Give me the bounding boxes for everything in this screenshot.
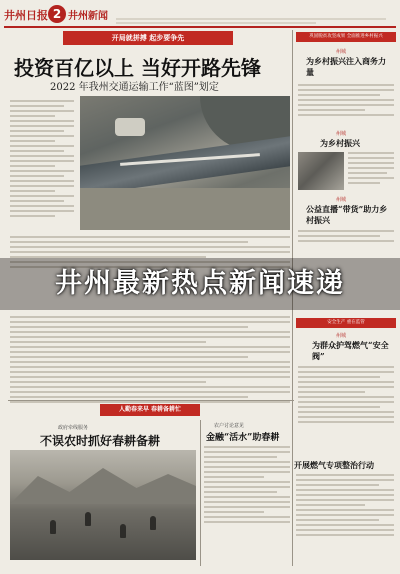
right-item-city: 州城: [336, 333, 347, 339]
right-column-banner: 巩固脱贫攻坚成果 全面推进乡村振兴: [296, 32, 396, 42]
middle-headline: 金融“活水”助春耕: [206, 433, 280, 443]
article-body: [296, 474, 394, 539]
article-body: [10, 316, 290, 406]
bottom-headline: 不误农时抓好春耕备耕: [40, 434, 161, 448]
page-number-badge: 2: [48, 5, 66, 23]
masthead-meta-line: [116, 18, 386, 20]
right-column-banner-2: 安全生产 重在监管: [296, 318, 396, 328]
right-item-headline: 为乡村振兴: [320, 138, 360, 148]
main-subheadline: 2022 年我州交通运输工作“蓝图”划定: [50, 82, 219, 93]
right-bottom-headline: 开展燃气专项整治行动: [294, 460, 374, 470]
right-item-headline: 为群众护驾燃气“安全阀”: [312, 340, 389, 361]
right-item-city: 州城: [336, 197, 347, 203]
farm-work-photo: [10, 450, 196, 560]
right-item-headline: 公益直播“带货”助力乡村振兴: [306, 204, 388, 225]
right-item-headline: 为乡村振兴注入商务力量: [306, 56, 386, 77]
bottom-kicker: 政府牵线服务: [58, 425, 89, 431]
top-ribbon: 开局就拼搏 起步要争先: [63, 31, 233, 45]
article-body: [204, 446, 290, 526]
right-item-photo: [298, 152, 344, 190]
masthead-meta-line: [116, 22, 316, 24]
lead-text-column: [10, 100, 74, 220]
masthead-section: 井州新闻: [68, 11, 108, 22]
masthead-brand: 井州日报: [4, 9, 48, 22]
column-divider: [200, 420, 201, 566]
overlay-title: 井州最新热点新闻速递: [55, 268, 345, 299]
middle-kicker: 农户讨论意见: [214, 423, 245, 429]
right-item-body: [348, 152, 394, 187]
main-aerial-photo: [80, 96, 290, 230]
section-divider: [8, 400, 294, 401]
right-item-body: [298, 230, 394, 245]
main-headline: 投资百亿以上 当好开路先锋: [14, 56, 261, 80]
right-item-body: [298, 366, 394, 426]
right-item-city: 州城: [336, 131, 347, 137]
masthead: [4, 4, 396, 28]
bottom-section-band: 人勤春来早 春耕备耕忙: [100, 404, 200, 416]
right-item-body: [298, 84, 394, 119]
right-item-city: 州城: [336, 49, 347, 55]
